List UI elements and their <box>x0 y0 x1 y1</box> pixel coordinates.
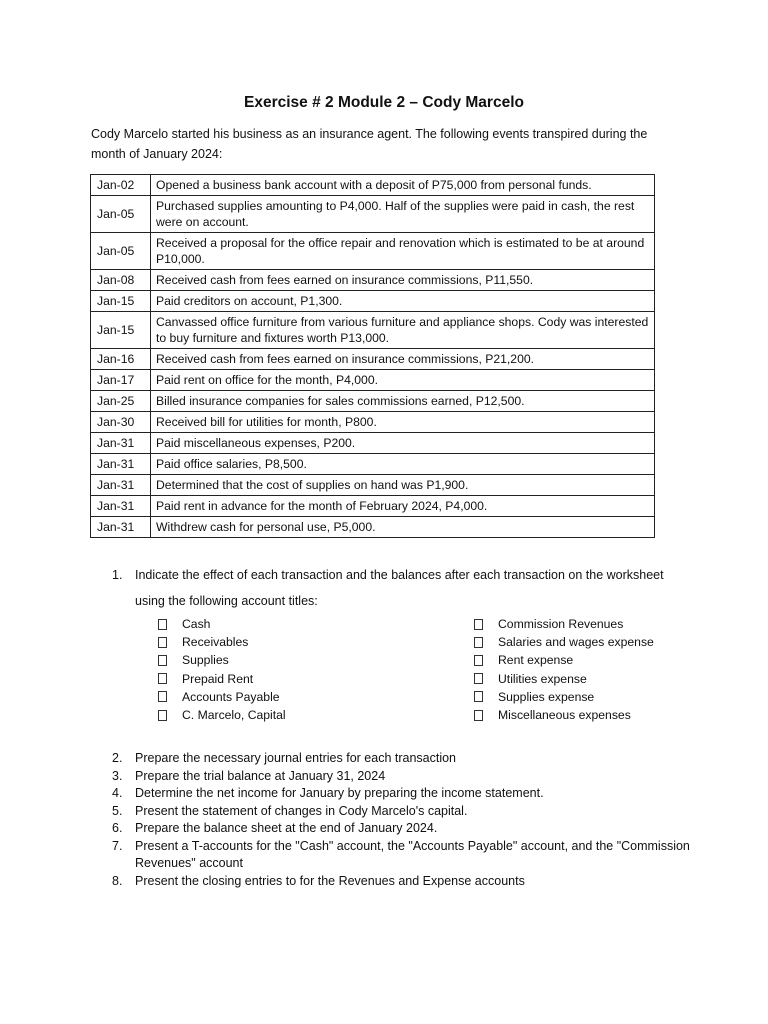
account-item <box>472 706 654 724</box>
account-item <box>472 633 654 651</box>
event-date: Jan-05 <box>91 233 151 270</box>
table-row <box>91 291 655 312</box>
task-list <box>112 750 692 890</box>
page-title: Exercise # 2 Module 2 – Cody Marcelo <box>244 94 524 111</box>
task-text: Present a T-accounts for the "Cash" account, the "Accounts Payable" account, and the "Commission Revenues" account <box>135 838 690 870</box>
task-number: 2. <box>112 751 123 765</box>
task-item <box>112 838 692 873</box>
event-date: Jan-31 <box>91 454 151 475</box>
event-description: Received cash from fees earned on insurance commissions, P11,550. <box>151 270 655 291</box>
bullet-box-icon <box>158 710 167 721</box>
task-text: Prepare the necessary journal entries for each transaction <box>135 751 457 765</box>
table-row <box>91 475 655 496</box>
bullet-box-icon <box>158 637 167 648</box>
event-date: Jan-15 <box>91 291 151 312</box>
task-number: 4. <box>112 786 123 800</box>
table-row <box>91 517 655 538</box>
event-description: Purchased supplies amounting to P4,000. Half of the supplies were paid in cash, the rest were on account. <box>151 196 655 233</box>
account-title: Accounts Payable <box>182 689 280 704</box>
event-description: Paid office salaries, P8,500. <box>151 454 655 475</box>
account-item <box>156 688 286 706</box>
account-item <box>156 651 286 669</box>
bullet-box-icon <box>474 655 483 666</box>
account-title: C. Marcelo, Capital <box>182 708 286 723</box>
bullet-box-icon <box>158 619 167 630</box>
event-description: Opened a business bank account with a deposit of P75,000 from personal funds. <box>151 175 655 196</box>
task-text: Prepare the balance sheet at the end of January 2024. <box>135 821 438 835</box>
account-item <box>472 615 654 633</box>
task-item <box>112 820 692 838</box>
event-description: Paid rent in advance for the month of February 2024, P4,000. <box>151 496 655 517</box>
task-item <box>112 768 692 786</box>
account-item <box>156 615 286 633</box>
task-number: 6. <box>112 821 123 835</box>
event-date: Jan-15 <box>91 312 151 349</box>
event-date: Jan-25 <box>91 391 151 412</box>
table-row <box>91 270 655 291</box>
event-description: Canvassed office furniture from various furniture and appliance shops. Cody was interested to buy furniture and fixtures worth P13,000. <box>151 312 655 349</box>
event-description: Paid rent on office for the month, P4,000. <box>151 370 655 391</box>
account-item <box>156 670 286 688</box>
transactions-table <box>90 174 655 538</box>
account-list-left <box>156 615 286 724</box>
table-row <box>91 312 655 349</box>
event-description: Paid miscellaneous expenses, P200. <box>151 433 655 454</box>
task-number: 8. <box>112 873 123 888</box>
event-description: Determined that the cost of supplies on hand was P1,900. <box>151 475 655 496</box>
table-row <box>91 496 655 517</box>
event-date: Jan-17 <box>91 370 151 391</box>
event-description: Received a proposal for the office repair and renovation which is estimated to be at around P10,000. <box>151 233 655 270</box>
table-row <box>91 433 655 454</box>
event-description: Paid creditors on account, P1,300. <box>151 291 655 312</box>
event-date: Jan-31 <box>91 496 151 517</box>
event-date: Jan-31 <box>91 433 151 454</box>
account-item <box>156 706 286 724</box>
task-item <box>112 785 692 803</box>
account-list-right <box>472 615 654 724</box>
event-date: Jan-05 <box>91 196 151 233</box>
table-row <box>91 196 655 233</box>
account-item <box>472 670 654 688</box>
task-number: 5. <box>112 803 123 818</box>
bullet-box-icon <box>158 691 167 702</box>
event-date: Jan-02 <box>91 175 151 196</box>
account-title: Salaries and wages expense <box>498 635 654 650</box>
bullet-box-icon <box>474 637 483 648</box>
account-item <box>156 633 286 651</box>
table-row <box>91 412 655 433</box>
account-title: Supplies expense <box>498 689 595 704</box>
event-date: Jan-08 <box>91 270 151 291</box>
task-text: Determine the net income for January by preparing the income statement. <box>135 786 544 800</box>
bullet-box-icon <box>158 655 167 666</box>
event-date: Jan-16 <box>91 349 151 370</box>
task-text: Prepare the trial balance at January 31, 2024 <box>135 768 386 783</box>
event-description: Billed insurance companies for sales commissions earned, P12,500. <box>151 391 655 412</box>
table-row <box>91 233 655 270</box>
bullet-box-icon <box>474 619 483 630</box>
table-row <box>91 349 655 370</box>
account-item <box>472 651 654 669</box>
account-item <box>472 688 654 706</box>
task-text: Present the closing entries to for the Revenues and Expense accounts <box>135 873 525 888</box>
account-title: Rent expense <box>498 653 574 668</box>
bullet-box-icon <box>474 673 483 684</box>
table-row <box>91 175 655 196</box>
account-title: Receivables <box>182 635 249 650</box>
task-number: 3. <box>112 768 123 783</box>
event-description: Withdrew cash for personal use, P5,000. <box>151 517 655 538</box>
account-title: Prepaid Rent <box>182 671 254 686</box>
table-row <box>91 370 655 391</box>
task-1-number: 1. <box>112 568 123 582</box>
task-1 <box>112 562 692 614</box>
task-item <box>112 750 692 768</box>
event-description: Received cash from fees earned on insurance commissions, P21,200. <box>151 349 655 370</box>
event-date: Jan-31 <box>91 475 151 496</box>
task-text: Present the statement of changes in Cody Marcelo's capital. <box>135 803 468 818</box>
account-title: Supplies <box>182 653 229 668</box>
event-date: Jan-31 <box>91 517 151 538</box>
task-item <box>112 803 692 821</box>
account-title: Commission Revenues <box>498 617 624 632</box>
bullet-box-icon <box>474 691 483 702</box>
task-item <box>112 873 692 891</box>
account-title: Miscellaneous expenses <box>498 708 631 723</box>
task-1-text: Indicate the effect of each transaction and the balances after each transaction on the worksheet using the following account titles: <box>135 568 664 608</box>
account-title: Utilities expense <box>498 671 587 686</box>
table-row <box>91 391 655 412</box>
intro-paragraph: Cody Marcelo started his business as an insurance agent. The following events transpired during the month of January 2024: <box>91 127 648 161</box>
event-description: Received bill for utilities for month, P800. <box>151 412 655 433</box>
event-date: Jan-30 <box>91 412 151 433</box>
bullet-box-icon <box>474 710 483 721</box>
bullet-box-icon <box>158 673 167 684</box>
table-row <box>91 454 655 475</box>
task-number: 7. <box>112 838 123 853</box>
account-title: Cash <box>182 617 211 632</box>
